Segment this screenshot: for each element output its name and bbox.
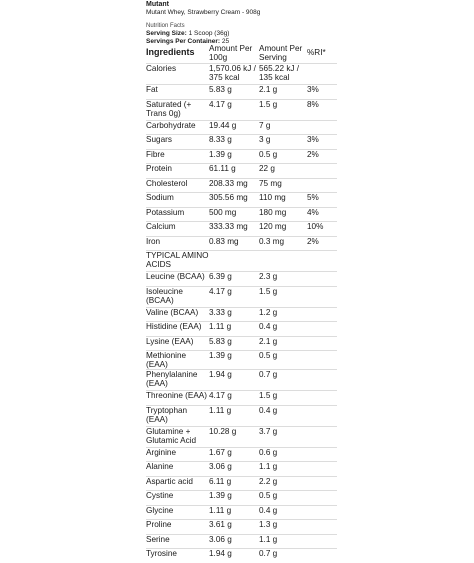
amount-per-100g: 19.44 g: [209, 120, 259, 135]
nutrient-name: TYPICAL AMINO ACIDS: [146, 251, 209, 272]
brand-name: Mutant: [146, 1, 169, 8]
amount-per-100g: 3.06 g: [209, 534, 259, 549]
table-row: [146, 391, 337, 406]
ri-percent: [307, 307, 337, 322]
serving-size-value: 1 Scoop (36g): [188, 30, 230, 37]
nutrient-name: Calcium: [146, 222, 209, 237]
table-row: [146, 193, 337, 208]
ri-percent: [307, 505, 337, 520]
nutrient-name: Tyrosine: [146, 549, 209, 563]
nutrient-name: Serine: [146, 534, 209, 549]
table-row: [146, 286, 337, 307]
amount-per-100g: 3.33 g: [209, 307, 259, 322]
ri-percent: [307, 251, 337, 272]
nutrient-name: Fibre: [146, 149, 209, 164]
table-row: [146, 351, 337, 370]
amount-per-serving: 1.1 g: [259, 462, 307, 477]
amount-per-100g: 61.11 g: [209, 164, 259, 179]
amount-per-serving: 7 g: [259, 120, 307, 135]
table-row: [146, 476, 337, 491]
nutrient-name: Aspartic acid: [146, 476, 209, 491]
table-row: [146, 322, 337, 337]
nutrient-name: Sugars: [146, 135, 209, 150]
amount-per-100g: 1.67 g: [209, 447, 259, 462]
ri-percent: [307, 391, 337, 406]
amount-per-100g: 208.33 mg: [209, 178, 259, 193]
amount-per-100g: 1.11 g: [209, 405, 259, 426]
table-row: [146, 64, 337, 85]
ri-percent: 4%: [307, 207, 337, 222]
amount-per-100g: 1,570.06 kJ / 375 kcal: [209, 64, 259, 85]
amount-per-100g: 1.94 g: [209, 370, 259, 391]
table-row: [146, 447, 337, 462]
amount-per-serving: 2.2 g: [259, 476, 307, 491]
amount-per-serving: 1.1 g: [259, 534, 307, 549]
nutrient-name: Iron: [146, 236, 209, 251]
nutrient-name: Alanine: [146, 462, 209, 477]
amount-per-serving: 0.7 g: [259, 370, 307, 391]
header-amount-per-serving: Amount Per Serving: [259, 44, 303, 62]
ri-percent: [307, 405, 337, 426]
amount-per-serving: 0.4 g: [259, 322, 307, 337]
ri-percent: [307, 286, 337, 307]
amount-per-serving: 0.6 g: [259, 447, 307, 462]
ri-percent: [307, 370, 337, 391]
amount-per-serving: 1.3 g: [259, 520, 307, 535]
nutrient-name: Proline: [146, 520, 209, 535]
amount-per-100g: 10.28 g: [209, 426, 259, 447]
ri-percent: [307, 336, 337, 351]
amount-per-serving: 180 mg: [259, 207, 307, 222]
servings-value: 25: [221, 38, 230, 45]
nutrient-name: Isoleucine (BCAA): [146, 286, 209, 307]
table-row: [146, 120, 337, 135]
header-ri: %RI*: [307, 48, 326, 57]
ri-percent: [307, 534, 337, 549]
table-row: [146, 164, 337, 179]
table-row: [146, 336, 337, 351]
amount-per-serving: 565.22 kJ / 135 kcal: [259, 64, 307, 85]
amount-per-100g: 1.11 g: [209, 505, 259, 520]
amount-per-serving: 22 g: [259, 164, 307, 179]
ri-percent: [307, 64, 337, 85]
table-row: [146, 505, 337, 520]
amount-per-100g: 333.33 mg: [209, 222, 259, 237]
amount-per-100g: 4.17 g: [209, 99, 259, 120]
table-row: [146, 135, 337, 150]
serving-size: [146, 30, 466, 38]
ri-percent: [307, 520, 337, 535]
table-body: [146, 64, 337, 563]
nutrition-facts-label: Nutrition Facts: [146, 23, 185, 29]
amount-per-100g: 500 mg: [209, 207, 259, 222]
serving-size-label: Serving Size:: [146, 30, 187, 37]
table-row: [146, 251, 337, 272]
table-row: [146, 236, 337, 251]
table-row: [146, 520, 337, 535]
amount-per-serving: 110 mg: [259, 193, 307, 208]
table-row: [146, 491, 337, 506]
table-row: [146, 370, 337, 391]
table-header-row: [146, 44, 337, 64]
amount-per-serving: 1.5 g: [259, 286, 307, 307]
ri-percent: [307, 322, 337, 337]
product-name: Mutant Whey, Strawberry Cream - 908g: [146, 9, 261, 16]
nutrient-name: Methionine (EAA): [146, 351, 209, 370]
nutrient-name: Cystine: [146, 491, 209, 506]
nutrient-name: Leucine (BCAA): [146, 272, 209, 287]
amount-per-100g: 5.83 g: [209, 85, 259, 100]
amount-per-100g: 1.94 g: [209, 549, 259, 563]
amount-per-serving: 0.4 g: [259, 405, 307, 426]
table-row: [146, 222, 337, 237]
nutrient-name: Threonine (EAA): [146, 391, 209, 406]
amount-per-serving: 1.2 g: [259, 307, 307, 322]
ri-percent: 2%: [307, 236, 337, 251]
amount-per-100g: [209, 251, 259, 272]
nutrient-name: Histidine (EAA): [146, 322, 209, 337]
table-row: [146, 405, 337, 426]
nutrient-name: Valine (BCAA): [146, 307, 209, 322]
amount-per-100g: 4.17 g: [209, 391, 259, 406]
nutrient-name: Glutamine + Glutamic Acid: [146, 426, 209, 447]
nutrient-name: Glycine: [146, 505, 209, 520]
product-header: [146, 1, 466, 46]
nutrient-name: Arginine: [146, 447, 209, 462]
amount-per-serving: 3.7 g: [259, 426, 307, 447]
amount-per-100g: 1.11 g: [209, 322, 259, 337]
amount-per-serving: 1.5 g: [259, 391, 307, 406]
nutrient-name: Cholesterol: [146, 178, 209, 193]
ri-percent: 8%: [307, 99, 337, 120]
amount-per-serving: 0.3 mg: [259, 236, 307, 251]
amount-per-100g: 3.61 g: [209, 520, 259, 535]
table-row: [146, 307, 337, 322]
amount-per-serving: 75 mg: [259, 178, 307, 193]
ri-percent: [307, 351, 337, 370]
amount-per-serving: 1.5 g: [259, 99, 307, 120]
amount-per-serving: 2.3 g: [259, 272, 307, 287]
nutrient-name: Potassium: [146, 207, 209, 222]
amount-per-100g: 6.39 g: [209, 272, 259, 287]
table-row: [146, 549, 337, 563]
amount-per-serving: [259, 251, 307, 272]
nutrition-table: [146, 44, 337, 563]
table-row: [146, 99, 337, 120]
nutrient-name: Carbohydrate: [146, 120, 209, 135]
amount-per-serving: 2.1 g: [259, 85, 307, 100]
nutrient-name: Phenylalanine (EAA): [146, 370, 209, 391]
amount-per-100g: 1.39 g: [209, 351, 259, 370]
nutrient-name: Calories: [146, 64, 209, 85]
table-row: [146, 149, 337, 164]
ri-percent: 10%: [307, 222, 337, 237]
header-amount-per-100g: Amount Per 100g: [209, 44, 253, 62]
table-row: [146, 426, 337, 447]
amount-per-100g: 1.39 g: [209, 491, 259, 506]
ri-percent: 3%: [307, 85, 337, 100]
ri-percent: [307, 426, 337, 447]
amount-per-serving: 0.5 g: [259, 491, 307, 506]
ri-percent: [307, 272, 337, 287]
ri-percent: 3%: [307, 135, 337, 150]
table-row: [146, 85, 337, 100]
ri-percent: 2%: [307, 149, 337, 164]
ri-percent: 5%: [307, 193, 337, 208]
amount-per-serving: 0.5 g: [259, 351, 307, 370]
amount-per-serving: 3 g: [259, 135, 307, 150]
amount-per-100g: 305.56 mg: [209, 193, 259, 208]
header-ingredients: Ingredients: [146, 47, 195, 57]
table-row: [146, 178, 337, 193]
amount-per-serving: 120 mg: [259, 222, 307, 237]
nutrient-name: Lysine (EAA): [146, 336, 209, 351]
amount-per-100g: 5.83 g: [209, 336, 259, 351]
ri-percent: [307, 447, 337, 462]
amount-per-100g: 3.06 g: [209, 462, 259, 477]
table-row: [146, 534, 337, 549]
servings-label: Servings Per Container:: [146, 38, 221, 45]
amount-per-serving: 0.5 g: [259, 149, 307, 164]
nutrient-name: Fat: [146, 85, 209, 100]
ri-percent: [307, 178, 337, 193]
amount-per-serving: 0.7 g: [259, 549, 307, 563]
ri-percent: [307, 549, 337, 563]
table-row: [146, 207, 337, 222]
nutrient-name: Tryptophan (EAA): [146, 405, 209, 426]
amount-per-serving: 0.4 g: [259, 505, 307, 520]
amount-per-100g: 4.17 g: [209, 286, 259, 307]
amount-per-100g: 8.33 g: [209, 135, 259, 150]
amount-per-100g: 6.11 g: [209, 476, 259, 491]
nutrient-name: Saturated (+ Trans 0g): [146, 99, 209, 120]
nutrient-name: Sodium: [146, 193, 209, 208]
nutrient-name: Protein: [146, 164, 209, 179]
amount-per-serving: 2.1 g: [259, 336, 307, 351]
ri-percent: [307, 476, 337, 491]
ri-percent: [307, 164, 337, 179]
amount-per-100g: 1.39 g: [209, 149, 259, 164]
ri-percent: [307, 491, 337, 506]
table-row: [146, 272, 337, 287]
amount-per-100g: 0.83 mg: [209, 236, 259, 251]
ri-percent: [307, 120, 337, 135]
